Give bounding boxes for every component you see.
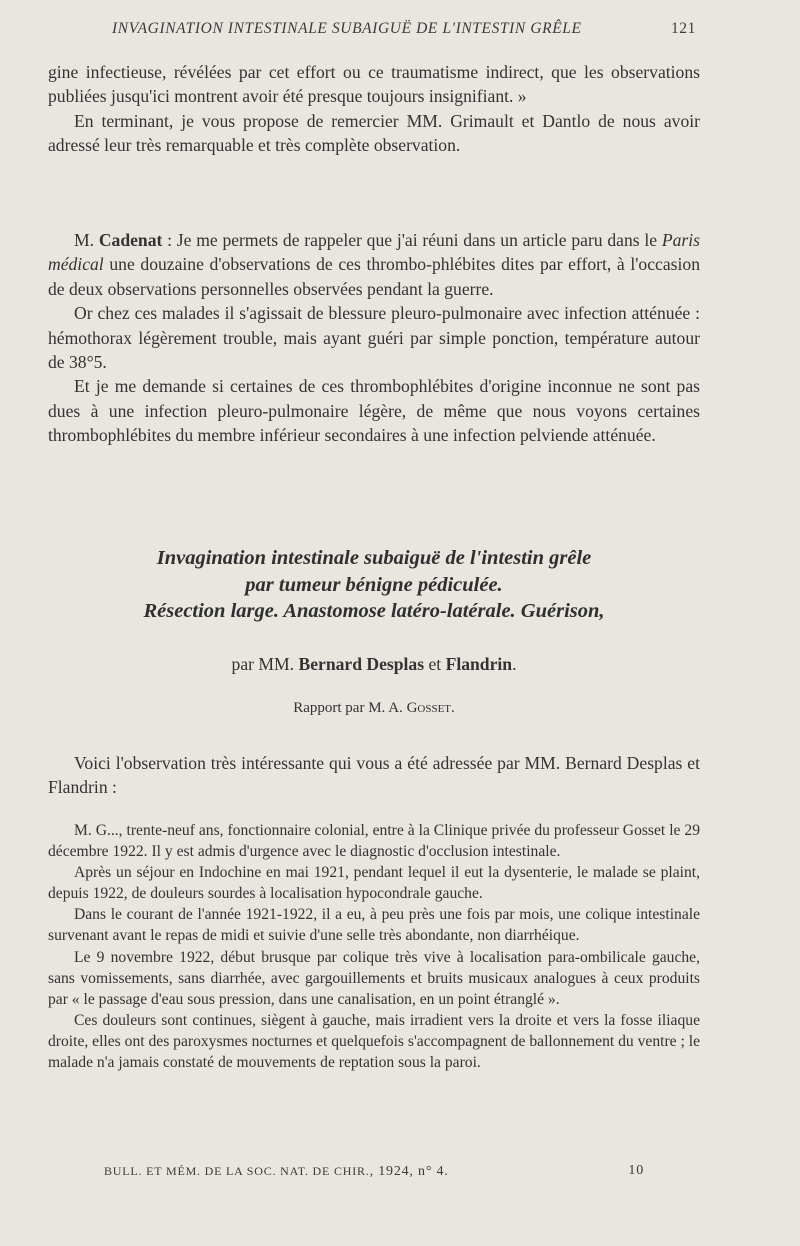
cadenat-remark: [48, 228, 700, 448]
author-name: Bernard Desplas: [298, 654, 425, 674]
speaker-name: Cadenat: [98, 230, 163, 250]
title-line: Résection large. Anastomose latéro-latérale. Guérison,: [143, 600, 605, 622]
paragraph: [48, 228, 700, 301]
article-intro: [48, 751, 700, 800]
reporter-name: Gosset: [406, 700, 452, 716]
running-head: [112, 20, 696, 38]
journal-name: Paris médical: [48, 230, 700, 275]
case-observation: [48, 820, 700, 1073]
article-title: [48, 545, 700, 625]
journal-abbrev: BULL. ET MÉM. DE LA SOC. NAT. DE CHIR.: [104, 1164, 370, 1178]
title-line: par tumeur bénigne pédiculée.: [245, 573, 503, 596]
speaker-prefix: M.: [74, 230, 99, 250]
byline-suffix: .: [512, 654, 517, 674]
paragraph: M. G..., trente-neuf ans, fonctionnaire colonial, entre à la Clinique privée du professeur Gosset le 29 décembre 1922. Il y est admis d'urgence avec le diagnostic d'occlusion intestinale.: [48, 822, 700, 861]
report-suffix: .: [451, 700, 455, 716]
report-line: [48, 700, 700, 717]
paragraph: Et je me demande si certaines de ces thrombophlébites d'origine inconnue ne sont pas dues à une infection pleuro-pulmonaire légère, de même que nous voyons certaines thrombophlébites du membre inférieur secondaires à une infection pelviende atténuée.: [48, 376, 700, 446]
paragraph: Après un séjour en Indochine en mai 1921, pendant lequel il eut la dysenterie, le malade se plaint, depuis 1922, de douleurs sourdes à localisation hypocondrale gauche.: [48, 864, 700, 903]
paragraph: Ces douleurs sont continues, siègent à gauche, mais irradient vers la droite et vers la fosse iliaque droite, elles ont des paroxysmes nocturnes et quelquefois s'accompagnent de ballonnement du ventre ; le malade n'a jamais constaté de mouvements de reptation sous la paroi.: [48, 1011, 700, 1072]
paragraph: Or chez ces malades il s'agissait de blessure pleuro-pulmonaire avec infection atténuée : hémothorax légèrement trouble, mais ayant guéri par simple ponction, température autour de 38°5.: [48, 303, 700, 373]
paragraph: Le 9 novembre 1922, début brusque par colique très vive à localisation para-ombilicale gauche, sans vomissements, sans diarrhée, avec gargouillements et bruits musicaux analogues à ceux produits par « le passage d'eau sous pression, dans une canalisation, en un point étranglé ».: [48, 948, 700, 1008]
byline-prefix: par MM.: [231, 654, 299, 674]
paragraph: Dans le courant de l'année 1921-1922, il a eu, à peu près une fois par mois, une colique intestinale survenant avant le repas de midi et suivie d'une selle très abondante, non diarrhéique.: [48, 906, 700, 945]
paragraph: En terminant, je vous propose de remercier MM. Grimault et Dantlo de nous avoir adressé leur très remarquable et très complète observation.: [48, 110, 700, 156]
year-issue: , 1924, n° 4.: [369, 1164, 449, 1179]
preceding-report-ending: [48, 60, 700, 158]
page-number: 121: [670, 20, 696, 37]
paragraph-text: une douzaine d'observations de ces thrombo-phlébites dites par effort, à l'occasion de deux observations personnelles observées pendant la guerre.: [48, 254, 700, 299]
paragraph-text: : Je me permets de rappeler que j'ai réuni dans un article paru dans le: [162, 230, 662, 250]
running-title: INVAGINATION INTESTINALE SUBAIGUË DE L'INTESTIN GRÊLE: [112, 20, 582, 37]
byline-conjunction: et: [424, 654, 446, 674]
paragraph: gine infectieuse, révélées par cet effort ou ce traumatisme indirect, que les observations publiées jusqu'ici montrent avoir été presque toujours insignifiant. »: [48, 62, 700, 107]
title-line: Invagination intestinale subaiguë de l'intestin grêle: [156, 547, 592, 569]
byline: [48, 654, 700, 675]
report-prefix: Rapport par M. A.: [293, 700, 407, 716]
paragraph: Voici l'observation très intéressante qui vous a été adressée par MM. Bernard Desplas et Flandrin :: [48, 753, 700, 798]
sheet-number: 10: [628, 1163, 644, 1178]
author-name: Flandrin: [445, 654, 513, 674]
page-footer: [104, 1164, 644, 1180]
